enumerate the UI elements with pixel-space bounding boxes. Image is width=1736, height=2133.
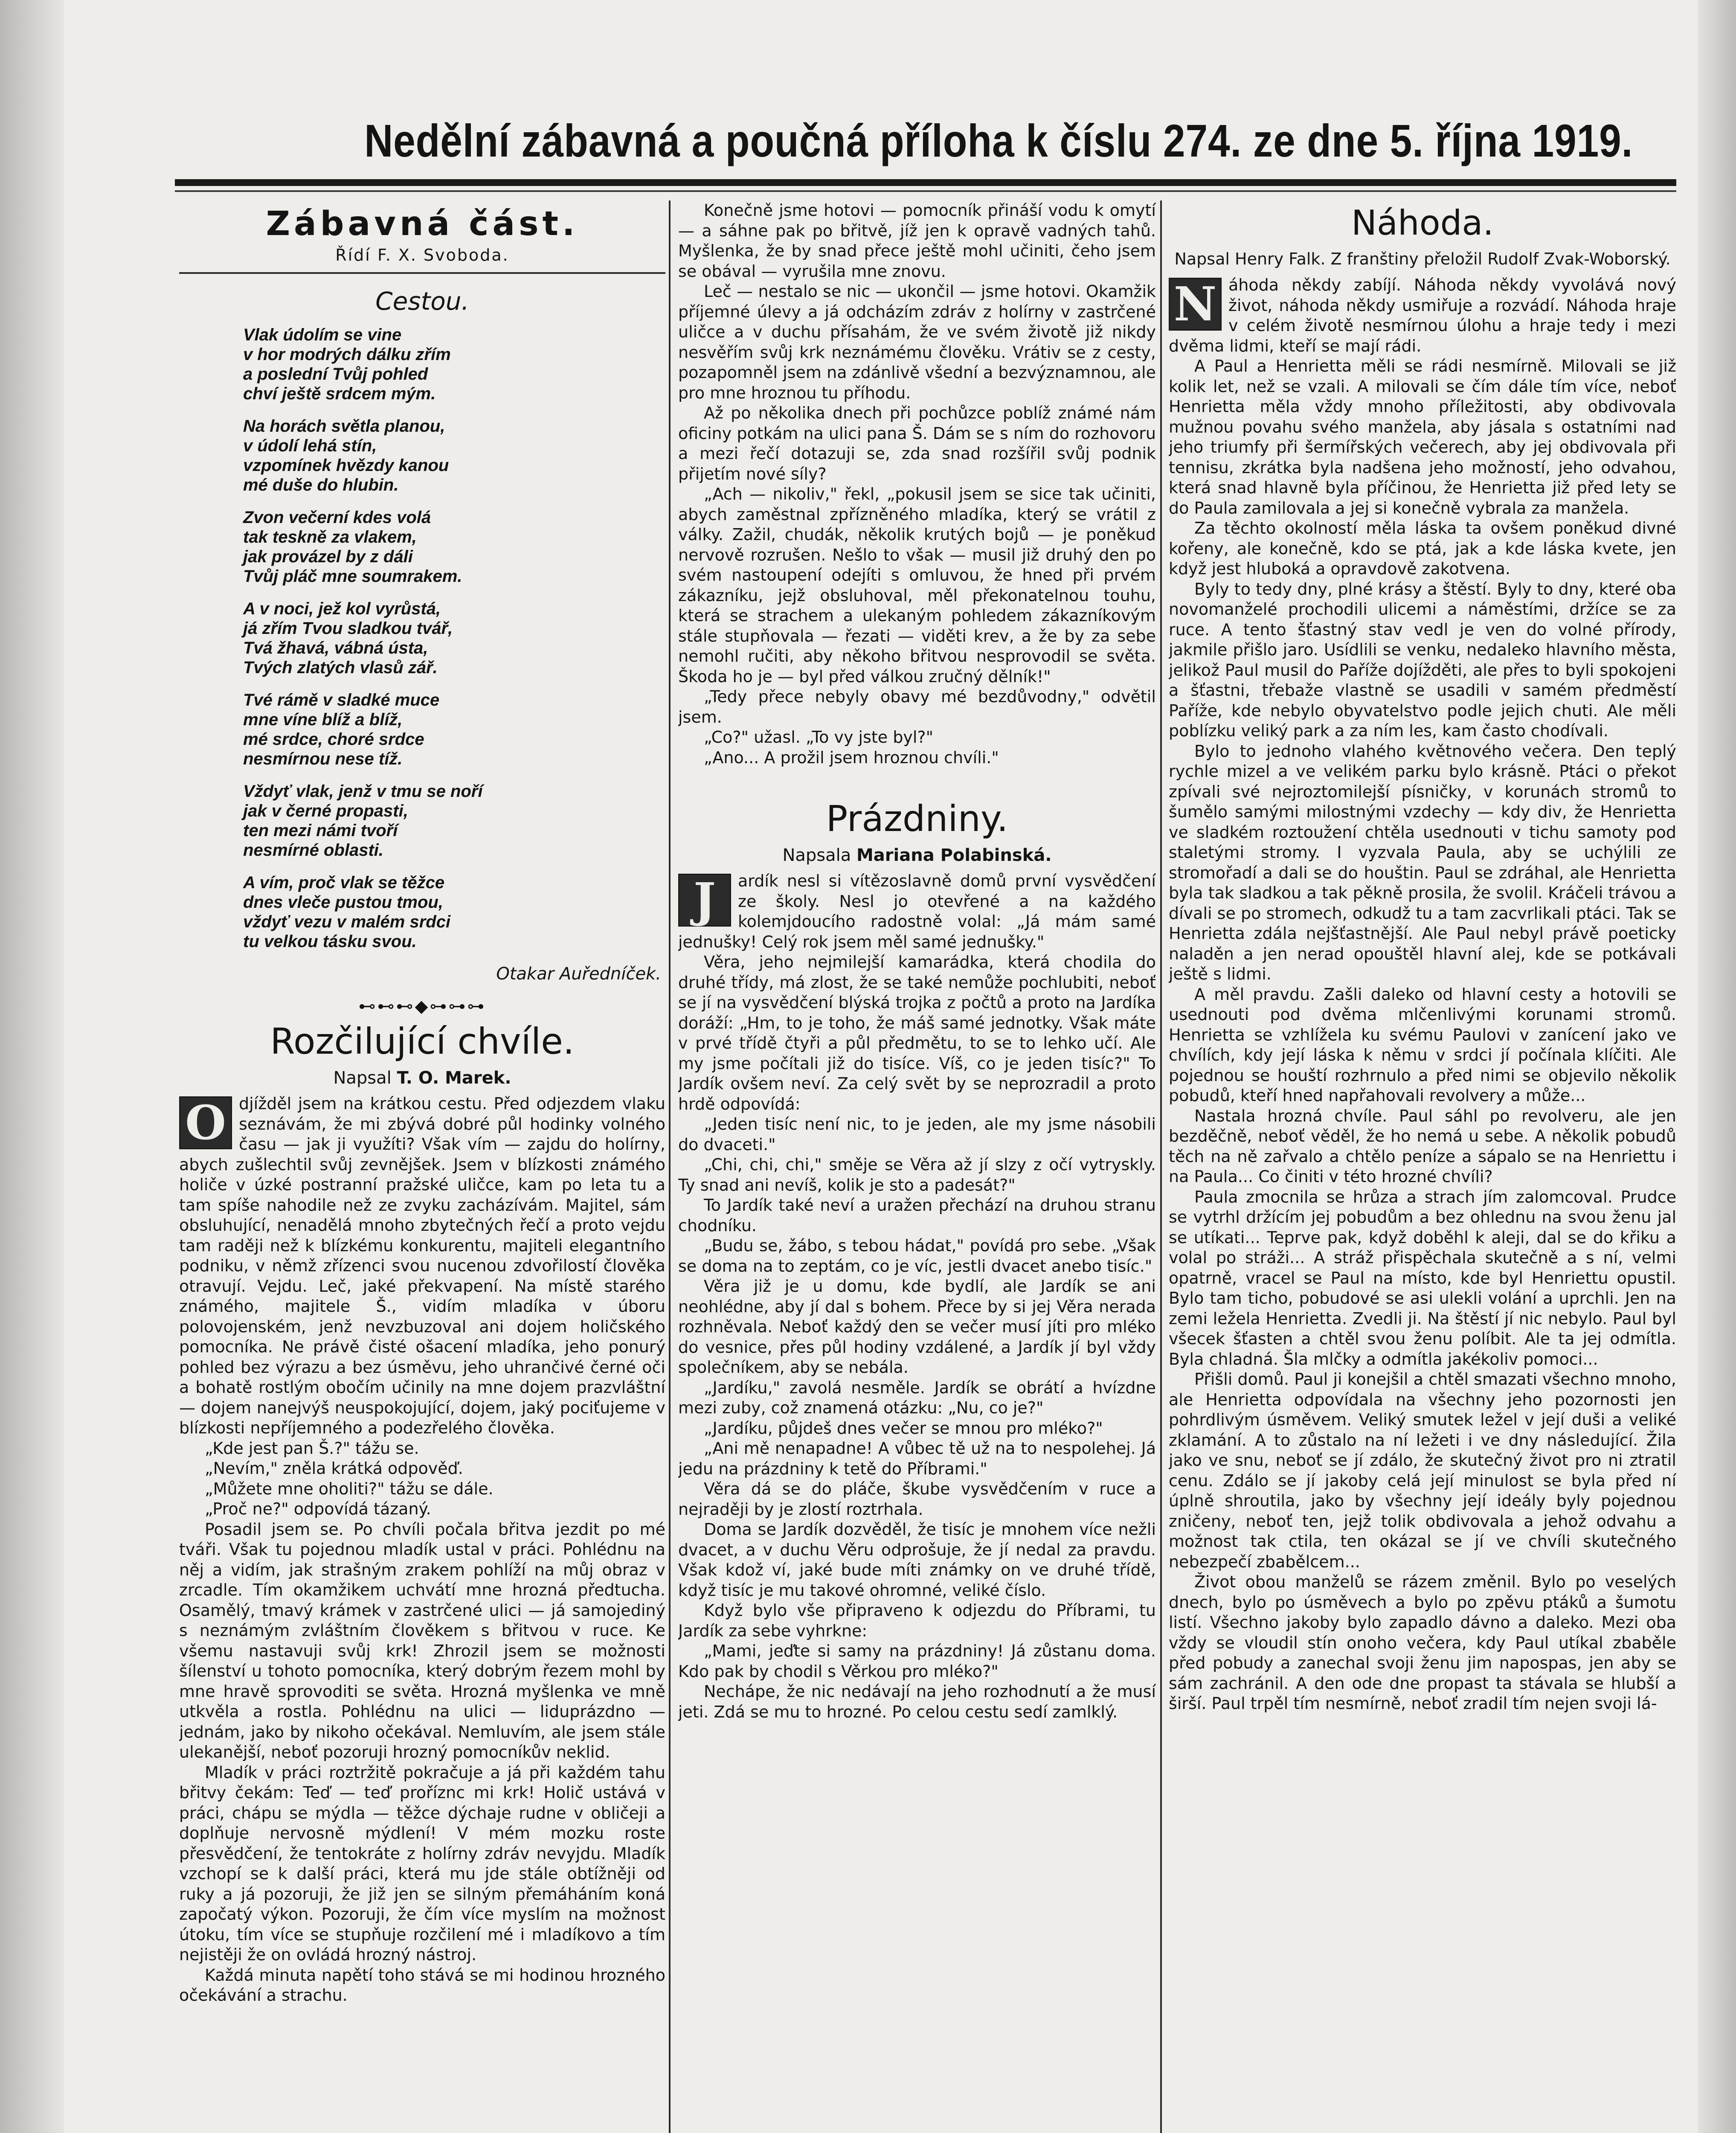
drop-cap: N (1169, 278, 1222, 331)
poem-line: Na horách světla planou, (243, 417, 445, 436)
poem (179, 325, 665, 951)
scan-gutter-left (0, 0, 64, 2133)
paragraph: A Paul a Henrietta měli se rádi nesmírně. Milovali se již kolik let, než se vzali. A milovali se čím dále tím více, neboť Henrietta měla vždy mnoho příležitosti, aby obdivovala mužnou povahu svého manžela, aby jásala s ostatními nad jeho triumfy při šermířských večerech, aby jej obdivovala při tennisu, zkrátka byla nadšena jeho možností, jeho odvahou, která snad hlavně byla příčinou, že Henrietta již před lety se do Paula zamilovala a jej si konečně vybrala za manžela. (1169, 357, 1676, 517)
poem-line: Tvůj pláč mne soumrakem. (243, 567, 462, 586)
poem-line: já zřím Tvou sladkou tvář, (243, 619, 453, 638)
paragraph: „Budu se, žábo, s tebou hádat," povídá pro sebe. „Však se doma na to zeptám, co je víc, jestli dvacet anebo tisíc." (678, 1236, 1156, 1276)
article-byline (179, 1068, 665, 1088)
paragraph: djížděl jsem na krátkou cestu. Před odjezdem vlaku seznávám, že mi zbývá dobré půl hodinky volného času — jak ji využíti? Však vím — zajdu do holírny, abych zušlechtil svůj zevnějšek. Jsem v blízkosti známého holiče v úzké postranní pražské uličce, kam po leta tu a tam spíše nahodile než ze zvyku zacházívám. Majitel, sám obsluhující, nenadělá mnoho zbytečných řečí a proto vejdu tam raději než k blízkému konkurentu, majiteli elegantního podniku, v němž zřízenci svou nucenou zdvořilostí člověka otravují. Vejdu. Leč, jaké překvapení. Na místě starého známého, majitele Š., vidím mladíka v úboru polovojenském, jenž nevzbuzoval ani dojem holičského pomocníka. Ne právě čisté ošacení mladíka, jeho ponurý pohled bez výrazu a bez úsměvu, jeho uhrančivé černé oči a bohatě rostlým obočím učinily na mne dojem prazvláštní — dojem nanejvýš neuspokojující, dojem, jaký pociťujeme v blízkosti nepříjemného a podezřelého člověka. (179, 1094, 665, 1437)
paragraph: Až po několika dnech při pochůzce poblíž známé nám oficiny potkám na ulici pana Š. Dám se s ním do rozhovoru a mezi řečí dotazuji se, zda snad rozšířil svůj podnik přijetím nové síly? (678, 404, 1156, 483)
column-divider (1160, 201, 1162, 2133)
column-divider (669, 201, 671, 2133)
poem-line: ten mezi námi tvoří (243, 821, 398, 840)
scan-gutter-right (1698, 0, 1736, 2133)
poem-line: A vím, proč vlak se těžce (243, 873, 445, 892)
article-body (179, 1094, 665, 2006)
paragraph: Paula zmocnila se hrůza a strach jím zalomcoval. Prudce se vytrhl držícím jej pobudům a bez ohlednu na svou ženu jal se utíkati... Teprve pak, když doběhl k aleji, dal se do křiku a volal po stráži... A stráž přispěchala skutečně a s ní, velmi opatrně, vracel se Paul na místo, kde byl Henriettu opustil. Bylo tam ticho, pobudové se asi ulekli volání a uprchli. Jen na zemi ležela Henrietta. Zvedli ji. Na štěstí jí nic nebylo. Paul byl všecek šťasten a chtěl svou ženu políbit. Ale ta jej odmítla. Byla chladná. Šla mlčky a odmítla jakékoliv pomoci... (1169, 1187, 1676, 1369)
article-body (1169, 275, 1676, 1714)
poem-stanza (243, 508, 665, 586)
paragraph: Posadil jsem se. Po chvíli počala břitva jezdit po mé tváři. Však tu pojednou mladík ustal v práci. Pohlédnu na něj a vidím, jak strašným zrakem pohlíží na můj obraz v zrcadle. Tím okamžikem uchvátí mne hrozná předtucha. Osamělý, tmavý krámek v zastrčené ulici — já samojediný s neznámým zvláštním člověkem s břitvou v ruce. Ke všemu nastavuji svůj krk! Zhrozil jsem se možnosti šílenství u tohoto pomocníka, který dobrým řezem mohl by mne hravě sprovoditi se světa. Hrozná myšlenka ve mně utkvěla a rostla. Pohlédnu na ulici — liduprázdno — jednám, jako by nikoho očekával. Nemluvím, ale jsem stále ulekanější, neboť pozoruji hrozný pomocníkův neklid. (179, 1520, 665, 1761)
paragraph: Věra, jeho nejmilejší kamarádka, která chodila do druhé třídy, má zlost, že se také nemůže pochlubiti, neboť se jí na vysvědčení blýská trojka z počtů a proto na Jardíka doráží: „Hm, to je toho, že máš samé jednotky. Však máte v prvé třídě čtyři a půl předmětu, to se to lehko učí. Ale my jsme počítali již do tisíce. Víš, co je jeden tisíc?" To Jardík ovšem neví. Za celý svět by se neprozradil a proto hrdě odpovídá: (678, 953, 1156, 1113)
poem-line: tu velkou tásku svou. (243, 932, 417, 951)
byline-author: T. O. Marek. (397, 1068, 511, 1088)
paragraph: Život obou manželů se rázem změnil. Bylo po veselých dnech, bylo po úsměvech a bylo po zpěvu ptáků a šumotu listí. Všechno jakoby bylo zapadlo dávno a daleko. Mezi oba vždy se vloudil stín onoho večera, kdy Paul utíkal zbaběle před pobudy a zanechal svoji ženu jim napospas, jen aby se sám zachránil. A den ode dne propast ta stávala se hlubší a širší. Paul trpěl tím nesmírně, neboť zradil tím nejen svoji lá- (1169, 1572, 1676, 1713)
paragraph: A měl pravdu. Zašli daleko od hlavní cesty a hotovili se usednouti pod dvěma mlčenlivými korunami stromů. Henrietta se vzhlížela ku svému Paulovi v zanícení jako ve chvílích, kdy její láska k němu v srdci jí počínala klíčiti. Ale pojednou se houští rozhrnulo a před nimi se objevilo několik pobudů, kteří hned napřahovali revolvery a může... (1169, 985, 1676, 1105)
paragraph: „Jardíku, půjdeš dnes večer se mnou pro mléko?" (704, 1418, 1103, 1438)
poem-line: dnes vleče pustou tmou, (243, 893, 443, 912)
poem-line: nesmírné oblasti. (243, 841, 383, 860)
section-title: Zábavná část. (266, 205, 579, 243)
paragraph: „Ani mě nenapadne! A vůbec tě už na to nespolehej. Já jedu na prázdniny k tetě do Příbrami." (678, 1439, 1156, 1478)
article-title: Náhoda. (1351, 203, 1494, 243)
masthead-rule-thin (175, 190, 1676, 192)
poem-stanza (243, 325, 665, 404)
poem-author: Otakar Auředníček. (496, 964, 661, 984)
poem-line: Tvé rámě v sladké muce (243, 691, 440, 709)
paragraph: „Mami, jeďte si samy na prázdniny! Já zůstanu doma. Kdo pak by chodil s Věrkou pro mléko?" (678, 1642, 1156, 1681)
poem-line: Zvon večerní kdes volá (243, 508, 431, 527)
poem-line: mne víne blíž a blíž, (243, 710, 403, 729)
poem-stanza (243, 599, 665, 677)
poem-line: Tvá žhavá, vábná ústa, (243, 639, 428, 657)
ornament-divider: ⊷⊷⊷◆⊶⊶⊶ (358, 997, 486, 1016)
paragraph: Každá minuta napětí toho stává se mi hodinou hrozného očekávání a strachu. (179, 1965, 665, 2005)
paragraph: „Nevím," zněla krátká odpověď. (205, 1459, 463, 1478)
poem-line: v hor modrých dálku zřím (243, 345, 451, 364)
paragraph: „Kde jest pan Š.?" tážu se. (205, 1438, 419, 1458)
paragraph: „Proč ne?" odpovídá tázaný. (205, 1499, 431, 1518)
article-byline (678, 846, 1156, 865)
drop-cap: J (678, 874, 731, 927)
poem-stanza (243, 782, 665, 860)
paragraph: Konečně jsme hotovi — pomocník přináší vodu k omytí — a sáhne pak po břitvě, jíž jen k opravě vadných tahů. Myšlenka, že by snad přece ještě mohl učiniti, čeho jsem se obával — vyrušila mne znovu. (678, 201, 1156, 281)
poem-line: nesmírnou nese tíž. (243, 750, 403, 768)
paragraph: „Ano... A prožil jsem hroznou chvíli." (704, 748, 999, 767)
article-body-continued (678, 201, 1156, 768)
article-title: Prázdniny. (826, 798, 1008, 840)
paragraph: Leč — nestalo se nic — ukončil — jsme hotovi. Okamžik příjemné úlevy a já odcházím zdráv z holírny v zastrčené uličce a v duchu přísahám, že ve svém životě již nikdy nesvěřím svůj krk neznámému člověku. Vrátiv se z cesty, pozapomněl jsem na zdánlivě všední a bezvýznamnou, ale pro mne hroznou tu příhodu. (678, 282, 1156, 402)
paragraph: Byly to tedy dny, plné krásy a štěstí. Byly to dny, které oba novomanželé prochodili ulicemi a náměstími, držíce se za ruce. A tento šťastný stav vedl je ven do volné přírody, jakmile přišlo jaro. Usídlili se venku, nedaleko hlavního města, jelikož Paul musil do Paříže dojížděti, ale přes to byli spokojeni a šťastni, třebaže vlastně se usadili v samém předměstí Paříže, kde nebylo obyvatelstvo podle jejich chuti. Ale měli poblízku veliký park a za ním les, kam často chodívali. (1169, 579, 1676, 740)
paragraph: „Chi, chi, chi," směje se Věra až jí slzy z očí vytryskly. Ty snad ani nevíš, kolik je sto a padesát?" (678, 1155, 1156, 1194)
paragraph: „Jardíku," zavolá nesměle. Jardík se obrátí a hvízdne mezi zuby, což znamená otázku: „Nu, co je?" (678, 1378, 1156, 1417)
poem-stanza (243, 873, 665, 951)
poem-line: Vlak údolím se vine (243, 325, 402, 344)
poem-line: Tvých zlatých vlasů zář. (243, 658, 438, 677)
section-rule (179, 272, 665, 274)
paragraph: ardík nesl si vítězoslavně domů první vysvědčení ze školy. Nesl jo otevřené a na každého kolemjdoucího radostně volal: „Já mám samé jednušky! Celý rok jsem měl samé jednušky." (678, 872, 1156, 951)
poem-line: v údolí lehá stín, (243, 436, 377, 455)
paragraph: Za těchto okolností měla láska ta ovšem poněkud divné kořeny, ale konečně, kdo se ptá, jak a kde láska kvete, jen když jest hluboká a opravdově zakotvena. (1169, 519, 1676, 578)
paragraph: „Tedy přece nebyly obavy mé bezdůvodny," odvětil jsem. (678, 687, 1156, 726)
paragraph: Doma se Jardík dozvěděl, že tisíc je mnohem více nežli dvacet, a v duchu Věru odprošuje, že jí nedal za pravdu. Však kdož ví, jaké bude míti známky on ve druhé třídě, když tisíc je mu takové ohromné, veliké číslo. (678, 1520, 1156, 1600)
poem-line: vždyť vezu v malém srdci (243, 912, 451, 931)
article-byline: Napsal Henry Falk. Z franštiny přeložil Rudolf Zvak-Woborský. (1174, 250, 1671, 268)
paragraph: „Jeden tisíc není nic, to je jeden, ale my jsme násobili do dvaceti." (678, 1115, 1156, 1154)
paragraph: áhoda někdy zabíjí. Náhoda někdy vyvolává nový život, náhoda někdy usmiřuje a rozvádí. Náhoda hraje v celém životě nesmírnou úlohu a hraje tedy i mezi dvěma lidmi, kteří se mají rádi. (1169, 276, 1676, 355)
column-2 (678, 201, 1156, 2133)
poem-line: Vždyť vlak, jenž v tmu se noří (243, 782, 483, 801)
byline-author: Mariana Polabinská. (856, 846, 1052, 865)
column-1 (179, 201, 665, 2133)
poem-stanza (243, 416, 665, 495)
paragraph: Nechápe, že nic nedávají na jeho rozhodnutí a že musí jeti. Zdá se mu to hrozné. Po celou cestu sedí zamlklý. (678, 1682, 1156, 1721)
byline-prefix: Napsal (333, 1068, 392, 1088)
column-3 (1169, 201, 1676, 2133)
paragraph: Věra již je u domu, kde bydlí, ale Jardík se ani neohlédne, aby jí dal s bohem. Přece by si jej Věra nerada rozhněvala. Neboť každý den se večer musí jíti pro mléko do vesnice, přes půl hodiny vzdálené, a Jardík jí byl vždy společníkem, aby se nebála. (678, 1277, 1156, 1377)
poem-line: A v noci, jež kol vyrůstá, (243, 599, 441, 618)
poem-title: Cestou. (375, 287, 469, 316)
paragraph: Mladík v práci roztržitě pokračuje a já při každém tahu břitvy čekám: Teď — teď proříznc mi krk! Holič ustává v práci, chápu se mýdla — těžce dýchaje rudne v obličeji a doplňuje nervosně mýdlení! V mém mozku roste přesvědčení, že tentokráte z holírny zdráv nevyjdu. Mladík vzchopí se k další práci, která mu jde stále obtížněji od ruky a já pozoruji, že již jen se silným přemáháním koná započatý výkon. Pozoruji, že čím více myslím na možnost útoku, tím více se stupňuje rozčilení mé i mladíkovo a tím nejistěji že on ovládá hrozný nástroj. (179, 1763, 665, 1964)
article-title: Rozčilující chvíle. (270, 1020, 575, 1062)
poem-line: a poslední Tvůj pohled (243, 365, 428, 384)
poem-line: mé srdce, choré srdce (243, 730, 424, 749)
paragraph: Přišli domů. Paul ji konejšil a chtěl smazati všechno mnoho, ale Henrietta odpovídala na všechny jeho pozornosti jen pohrdlivým úsměvem. Veliký smutek ležel v její duši a veliké zklamání. A to zůstalo na ní ležeti i ve dny následující. Žila jako ve snu, neboť se jí zdálo, že skutečný život pro ni ztratil cenu. Zdálo se jí jakoby celá její minulost se byla před ní úplně shroutila, jako by všechny její ideály byly pojednou zničeny, neboť ten, jejž tolik obdivovala a jehož odvahu a možnost tak ctila, ten okázal se jí ve chvíli skutečného nebezpečí zbabělcem... (1169, 1370, 1676, 1571)
poem-line: tak teskně za vlakem, (243, 528, 417, 546)
poem-line: vzpomínek hvězdy kanou (243, 456, 449, 475)
byline-prefix: Napsala (782, 846, 851, 865)
poem-line: mé duše do hlubin. (243, 476, 399, 494)
masthead: Nedělní zábavná a poučná příloha k číslu 274. ze dne 5. října 1919. (364, 115, 1633, 166)
paragraph: To Jardík také neví a uražen přechází na druhou stranu chodníku. (678, 1196, 1156, 1235)
masthead-rule (175, 179, 1676, 186)
paragraph: Věra dá se do pláče, škube vysvědčením v ruce a nejraději by je zlostí roztrhala. (678, 1479, 1156, 1519)
poem-stanza (243, 690, 665, 769)
paragraph: Nastala hrozná chvíle. Paul sáhl po revolveru, ale jen bezděčně, neboť věděl, že ho nemá u sebe. A několik pobudů těch na ně zařvalo a chtělo peníze a sápalo se na Henriettu i na Paula... Co činiti v této hrozné chvíli? (1169, 1106, 1676, 1186)
paragraph: Když bylo vše připraveno k odjezdu do Příbrami, tu Jardík za sebe vyhrkne: (678, 1601, 1156, 1640)
article-body (678, 871, 1156, 1722)
poem-line: chví ještě srdcem mým. (243, 384, 436, 403)
paragraph: „Co?" užasl. „To vy jste byl?" (704, 728, 934, 747)
paragraph: „Můžete mne oholiti?" tážu se dále. (205, 1479, 494, 1498)
poem-line: jak v černé propasti, (243, 802, 408, 820)
editor-line: Řídí F. X. Svoboda. (335, 246, 509, 264)
paragraph: „Ach — nikoliv," řekl, „pokusil jsem se sice tak učiniti, abych zaměstnal zpřízněného mladíka, který se vrátil z války. Zažil, chudák, několik krutých bojů — je poněkud nervově rozrušen. Nešlo to však — musil již druhý den po svém nastoupení odejíti s omluvou, že hned při prvém zákazníku, jejž obsluhoval, měl překonatelnou touhu, která se strachem a ulekaným pohledem zákazníkovým stále stupňovala — řezati — viděti krev, a že by za sebe nemohl ručiti, aby někoho břitvou nesprovodil se světa. Škoda ho je — byl před válkou zručný dělník!" (678, 485, 1156, 686)
paragraph: Bylo to jednoho vlahého květnového večera. Den teplý rychle mizel a ve velikém parku bylo krásně. Ptáci o překot zpívali své nejroztomilejší písničky, v korunách stromů to šumělo samými milostnými vzdechy — kdy div, že Henrietta ve sladkém roztoužení chtěla usednouti v tichu samoty pod staletými stromy. I vyzvala Paula, aby se uchýlili ze stromořadí a dali se do houštin. Paul se zdráhal, ale Henrietta byla tak sladkou a tak pěkně prosila, že svolil. Kráčeli trávou a dívali se po stromech, odkudž tu a tam zacvrlikali ptáci. Tak se Henrietta zdála nejšťastnější. Ale Paul nebyl právě poeticky naladěn a jen nerad opouštěl hlavní alej, kde se potkávali ještě s lidmi. (1169, 741, 1676, 983)
poem-line: jak provázel by z dáli (243, 547, 413, 566)
drop-cap: O (179, 1096, 232, 1149)
